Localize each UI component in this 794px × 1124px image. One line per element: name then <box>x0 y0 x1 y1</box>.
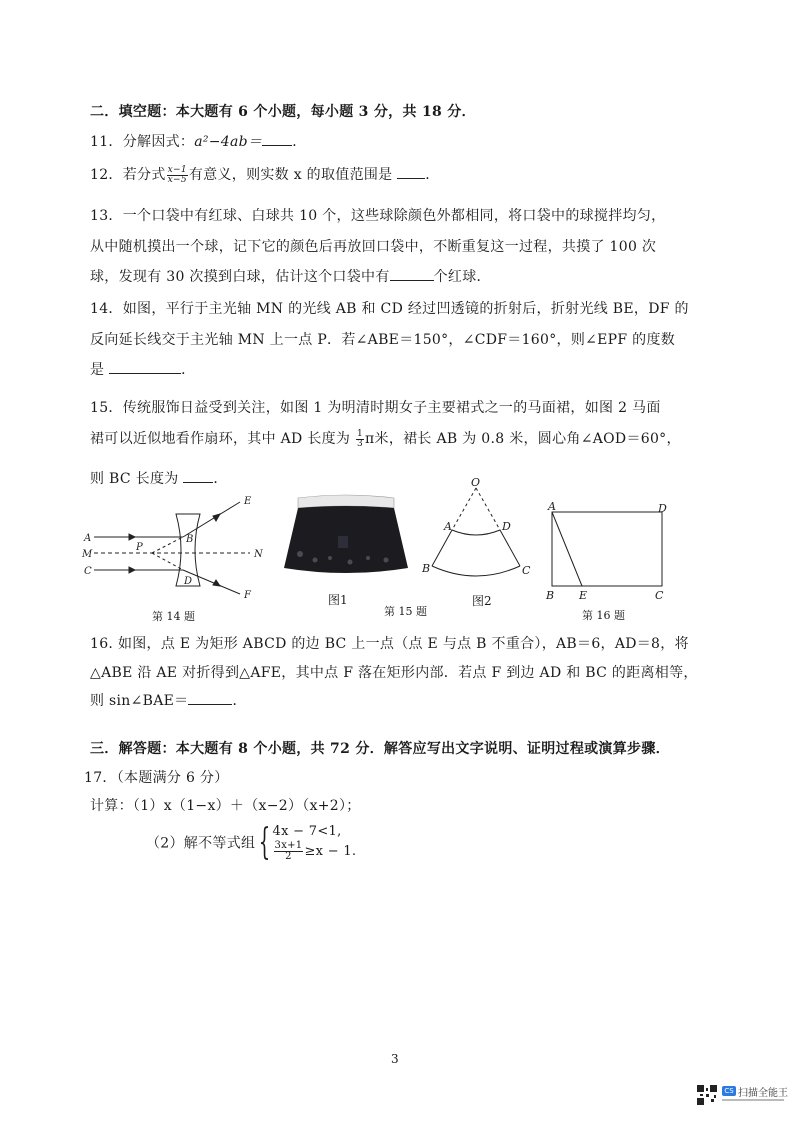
question-17-part2: （2）解不等式组 { 4x − 7<1, $\frac{3x+1}{2}$ ≥x − 1. <box>146 821 357 863</box>
question-16-line1: 16. 如图，点 E 为矩形 ABCD 的边 BC 上一点（点 E 与点 B 不重合），AB＝6，AD＝8，将 <box>90 636 689 652</box>
segment-AB <box>432 530 452 566</box>
figure-15-sub1: 图1 <box>328 593 348 607</box>
question-14-line2: 反向延长线交于主光轴 MN 上一点 P．若∠ABE＝150°，∠CDF＝160°，则∠EPF 的度数 <box>90 332 676 348</box>
qr-code-icon <box>696 1084 718 1106</box>
cs-logo-icon: CS <box>722 1086 736 1096</box>
label-E: E <box>244 496 252 507</box>
label-D: D <box>184 576 193 587</box>
question-12: 12．若分式 $\frac{x-1}{x-5}$ 有意义，则实数 x 的取值范围是 ． <box>90 164 440 185</box>
question-13-line1: 13．一个口袋中有红球、白球共 10 个，这些球除颜色外都相同，将口袋中的球搅拌均匀， <box>90 208 666 224</box>
label-C: C <box>522 564 531 577</box>
question-14-line1: 14．如图，平行于主光轴 MN 的光线 AB 和 CD 经过凹透镜的折射后，折射光线 BE，DF 的 <box>90 301 689 317</box>
figure-14-lens-diagram <box>80 490 280 605</box>
question-15-line3: 则 BC 长度为 ． <box>90 471 228 487</box>
label-B: B <box>546 589 555 602</box>
figure-15-sub2: 图2 <box>472 594 492 608</box>
label-A: A <box>548 500 556 513</box>
q11-number: 11． <box>90 134 123 150</box>
segment-DC <box>500 530 520 566</box>
figure-15-skirt-photo <box>280 492 412 582</box>
q16-blank <box>188 692 232 705</box>
label-C: C <box>655 589 664 602</box>
label-D: D <box>658 502 667 515</box>
question-16-line3: 则 sin∠BAE＝ ． <box>90 693 247 709</box>
label-D: D <box>502 520 511 533</box>
question-14-line3: 是 ． <box>90 362 196 378</box>
question-15-line2: 裙可以近似地看作扇环，其中 AD 长度为 $\frac{1}{3}$ π米，裙长 AB 为 0.8 米，圆心角∠AOD＝60°， <box>90 428 681 449</box>
figure-15-sector-ring <box>420 476 540 584</box>
left-brace: { <box>259 821 271 863</box>
section2-title: 二．填空题：本大题有 6 个小题，每小题 3 分，共 18 分． <box>90 104 476 120</box>
question-17-header: 17．（本题满分 6 分） <box>84 770 229 786</box>
label-P: P <box>136 542 143 553</box>
q11-blank <box>262 133 292 146</box>
inequality-2: $\frac{3x+1}{2}$ ≥x − 1. <box>274 840 357 862</box>
figure-16-caption: 第 16 题 <box>582 609 625 622</box>
label-M: M <box>82 549 93 560</box>
label-E: E <box>579 589 588 602</box>
page-number: 3 <box>391 1052 399 1066</box>
q11-expression: a²−4ab＝ <box>194 134 263 150</box>
label-F: F <box>244 590 251 601</box>
label-O: O <box>471 476 481 489</box>
q15-blank <box>183 470 213 483</box>
q15-fraction: $\frac{1}{3}$ <box>357 428 364 449</box>
inequality-system <box>273 823 357 862</box>
label-B: B <box>186 534 194 545</box>
watermark-text: 扫描全能王 <box>738 1088 788 1099</box>
q11-text: 分解因式： <box>122 134 195 150</box>
arc-BC <box>432 566 520 576</box>
arc-AD <box>452 530 500 535</box>
q12-fraction: $\frac{x-1}{x-5}$ <box>167 164 187 185</box>
question-17-part1: 计算：（1）x（1−x）＋（x−2）（x+2）； <box>90 798 361 814</box>
question-13-line3: 球，发现有 30 次摸到白球，估计这个口袋中有 个红球． <box>90 269 491 285</box>
figure-15-caption: 第 15 题 <box>384 605 427 618</box>
scanner-watermark <box>694 1080 790 1110</box>
segment-AE <box>552 512 582 586</box>
q13-blank <box>390 268 434 281</box>
label-N: N <box>254 549 263 560</box>
label-C: C <box>84 566 92 577</box>
q12-blank <box>397 166 425 179</box>
q14-blank <box>109 361 181 374</box>
question-11: 11．分解因式：a²−4ab＝ ． <box>90 134 307 150</box>
label-B: B <box>422 562 431 575</box>
figure-16-rectangle <box>542 498 672 604</box>
label-A: A <box>84 533 92 544</box>
question-15-line1: 15．传统服饰日益受到关注，如图 1 为明清时期女子主要裙式之一的马面裙，如图 2 马面 <box>90 400 661 416</box>
rectangle-ABCD <box>552 512 662 586</box>
label-A: A <box>444 520 452 533</box>
ray-BE <box>183 502 240 537</box>
section3-title: 三．解答题：本大题有 8 个小题，共 72 分．解答应写出文字说明、证明过程或演算步骤． <box>90 741 670 757</box>
question-16-line2: △ABE 沿 AE 对折得到△AFE，其中点 F 落在矩形内部．若点 F 到边 AD 和 BC 的距离相等， <box>90 665 698 681</box>
question-13-line2: 从中随机摸出一个球，记下它的颜色后再放回口袋中，不断重复这一过程，共摸了 100 次 <box>90 239 657 255</box>
figure-14-caption: 第 14 题 <box>152 610 195 623</box>
inequality-1: 4x − 7<1, <box>272 824 342 839</box>
